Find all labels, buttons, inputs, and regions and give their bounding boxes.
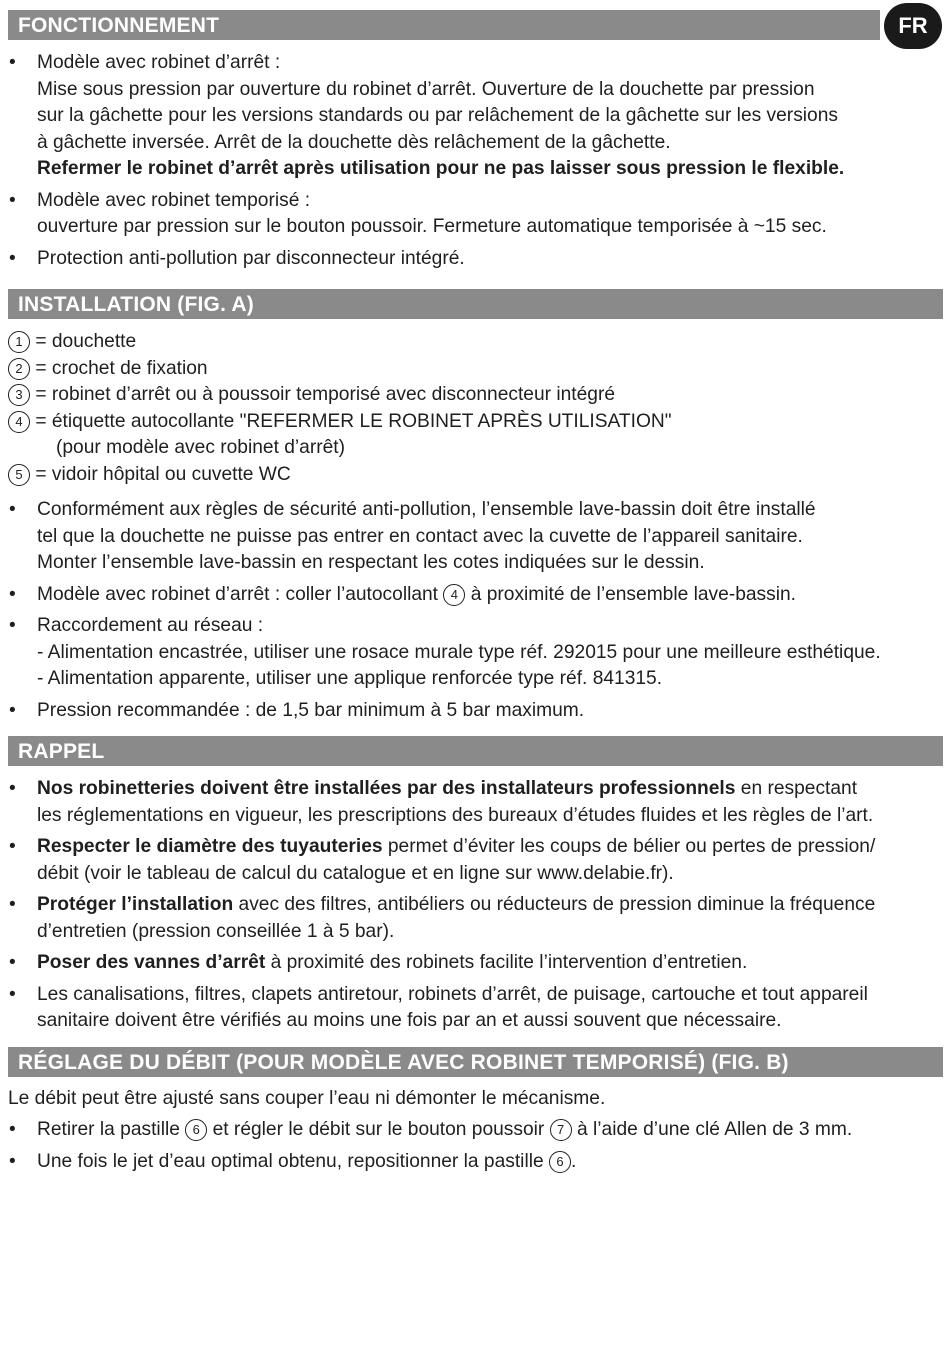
list-item	[8, 582, 943, 609]
list-item	[8, 188, 943, 241]
list-item	[8, 246, 943, 273]
text-line: • Les canalisations, filtres, clapets antiretour, robinets d’arrêt, de puisage, cartouche et tout appareil	[37, 983, 868, 1005]
callout-number: 7	[550, 1119, 572, 1141]
list-item	[8, 497, 943, 577]
text-line: - Alimentation encastrée, utiliser une rosace murale type réf. 292015 pour une meilleure esthétique.	[37, 641, 881, 663]
text-line: • Pression recommandée : de 1,5 bar minimum à 5 bar maximum.	[37, 699, 585, 721]
document-page	[8, 10, 943, 1180]
text-line: d’entretien (pression conseillée 1 à 5 bar).	[37, 920, 395, 942]
text-line: à gâchette inversée. Arrêt de la douchette dès relâchement de la gâchette.	[37, 131, 671, 153]
list-item	[8, 1149, 943, 1176]
legend-item	[8, 409, 943, 462]
list-item	[8, 1117, 943, 1144]
bold-text: Poser des vannes d’arrêt	[37, 952, 266, 973]
section-heading-installation: INSTALLATION (FIG. A)	[8, 289, 943, 319]
intro-text: Le débit peut être ajusté sans couper l’eau ni démonter le mécanisme.	[8, 1087, 606, 1109]
text-line: débit (voir le tableau de calcul du catalogue et en ligne sur www.delabie.fr).	[37, 862, 674, 884]
text-line: • Modèle avec robinet temporisé :	[37, 189, 311, 211]
text-segment: .	[571, 1150, 577, 1172]
legend-text: (pour modèle avec robinet d’arrêt)	[56, 437, 346, 458]
warning-text: Refermer le robinet d’arrêt après utilisation pour ne pas laisser sous pression le flexible.	[37, 158, 845, 179]
callout-number: 5	[8, 464, 30, 486]
bold-text: Nos robinetteries doivent être installées par des installateurs professionnels	[37, 778, 736, 799]
legend-text: = douchette	[35, 331, 137, 352]
text-line: • Raccordement au réseau :	[37, 615, 264, 636]
legend-text: = vidoir hôpital ou cuvette WC	[35, 463, 291, 485]
callout-number: 2	[8, 358, 30, 380]
text-line: sanitaire doivent être vérifiés au moins une fois par an et aussi souvent que nécessaire.	[37, 1010, 782, 1031]
text-line: - Alimentation apparente, utiliser une applique renforcée type réf. 841315.	[37, 668, 663, 689]
text-line: les réglementations en vigueur, les prescriptions des bureaux d’études fluides et les règles de l’art.	[37, 804, 874, 826]
legend-text: = étiquette autocollante "REFERMER LE ROBINET APRÈS UTILISATION"	[35, 410, 672, 432]
callout-number: 6	[185, 1119, 207, 1141]
figure-legend	[8, 329, 943, 488]
text-line: • Modèle avec robinet d’arrêt :	[37, 52, 281, 73]
text-line: • Conformément aux règles de sécurité anti-pollution, l’ensemble lave-bassin doit être installé	[37, 499, 816, 520]
list-item	[8, 613, 943, 693]
list-item	[8, 50, 943, 183]
reglage-list	[8, 1117, 943, 1175]
language-badge: FR	[884, 3, 942, 49]
text-segment: Retirer la pastille	[37, 1119, 180, 1140]
legend-item	[8, 329, 943, 356]
legend-text: = crochet de fixation	[35, 357, 208, 379]
text-segment: à proximité des robinets facilite l’intervention d’entretien.	[265, 952, 748, 973]
list-item	[8, 698, 943, 725]
installation-list	[8, 497, 943, 724]
callout-number: 4	[443, 584, 465, 606]
text-line: tel que la douchette ne puisse pas entrer en contact avec la cuvette de l’appareil sanitaire.	[37, 525, 803, 547]
text-line: ouverture par pression sur le bouton poussoir. Fermeture automatique temporisée à ~15 sec.	[37, 216, 827, 237]
text-line: • Protection anti-pollution par disconnecteur intégré.	[37, 247, 465, 269]
fonctionnement-list	[8, 50, 943, 272]
text-segment: à proximité de l’ensemble lave-bassin.	[470, 583, 796, 605]
section-heading-reglage: RÉGLAGE DU DÉBIT (POUR MODÈLE AVEC ROBINET TEMPORISÉ) (FIG. B)	[8, 1047, 943, 1077]
list-item	[8, 834, 943, 887]
text-line: Monter l’ensemble lave-bassin en respectant les cotes indiquées sur le dessin.	[37, 552, 705, 573]
bold-text: Protéger l’installation	[37, 894, 234, 915]
callout-number: 3	[8, 384, 30, 406]
callout-number: 6	[549, 1151, 571, 1173]
callout-number: 1	[8, 331, 30, 353]
text-line: sur la gâchette pour les versions standards ou par relâchement de la gâchette sur les versions	[37, 105, 838, 126]
legend-text: = robinet d’arrêt ou à poussoir temporisé avec disconnecteur intégré	[35, 384, 616, 405]
legend-item	[8, 356, 943, 383]
legend-item	[8, 382, 943, 409]
text-segment: à l’aide d’une clé Allen de 3 mm.	[577, 1119, 853, 1140]
text-segment: Une fois le jet d’eau optimal obtenu, repositionner la pastille	[37, 1150, 544, 1172]
list-item	[8, 892, 943, 945]
bold-text: Respecter le diamètre des tuyauteries	[37, 836, 383, 857]
text-segment: Modèle avec robinet d’arrêt : coller l’autocollant	[37, 583, 439, 605]
section-heading-rappel: RAPPEL	[8, 736, 943, 766]
list-item	[8, 950, 943, 977]
rappel-list	[8, 776, 943, 1035]
legend-item	[8, 462, 943, 489]
text-segment: et régler le débit sur le bouton poussoir	[212, 1119, 545, 1140]
list-item	[8, 776, 943, 829]
section-heading-fonctionnement: FONCTIONNEMENT	[8, 10, 880, 40]
text-segment: permet d’éviter les coups de bélier ou pertes de pression/	[382, 836, 876, 857]
callout-number: 4	[8, 411, 30, 433]
text-line: Mise sous pression par ouverture du robinet d’arrêt. Ouverture de la douchette par pression	[37, 78, 815, 100]
text-segment: en respectant	[735, 778, 858, 799]
text-segment: avec des filtres, antibéliers ou réducteurs de pression diminue la fréquence	[233, 894, 876, 915]
list-item	[8, 982, 943, 1035]
